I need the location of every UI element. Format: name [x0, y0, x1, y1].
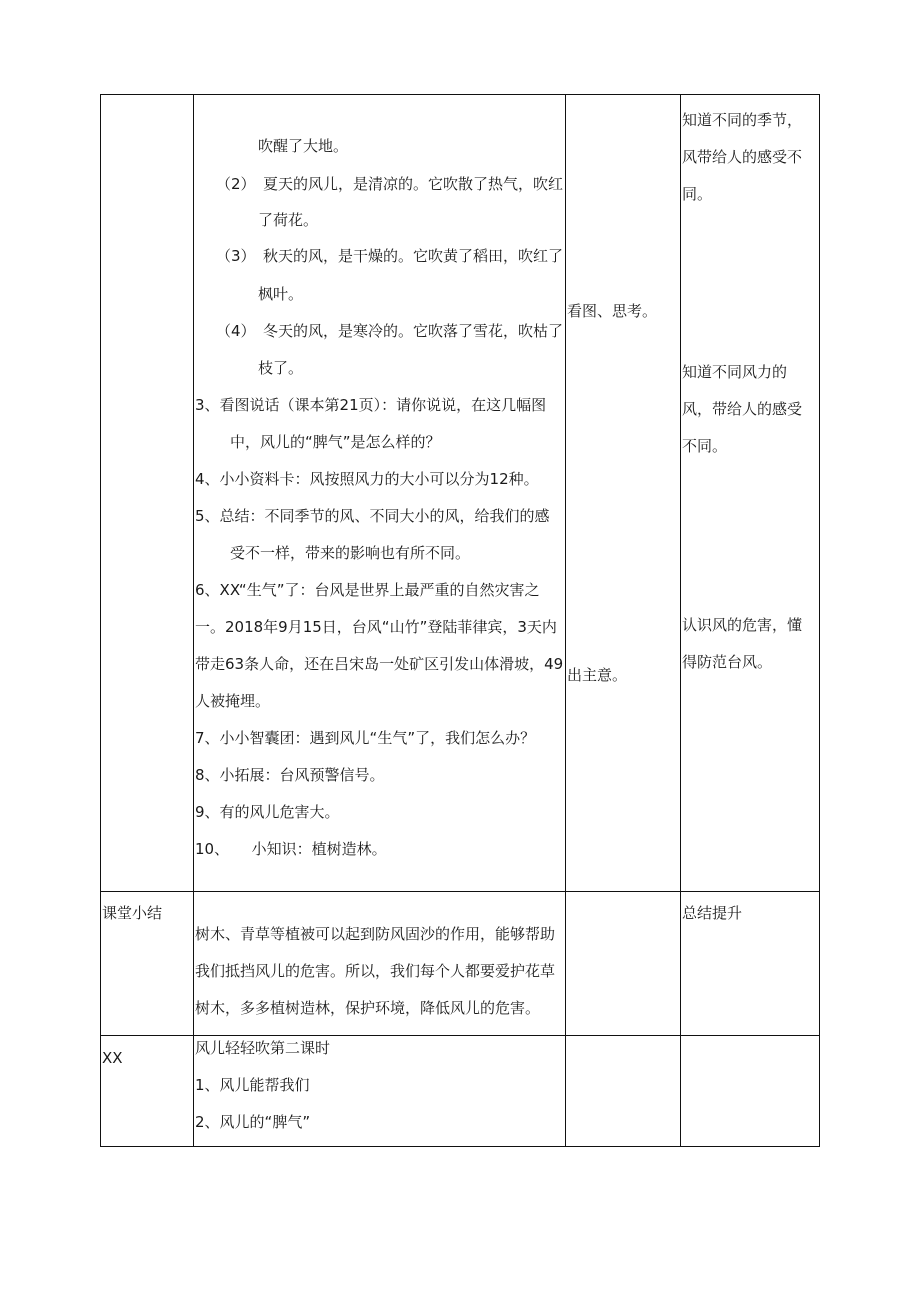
table-bottom-border — [100, 1146, 820, 1147]
summary-line: 我们抵挡风儿的危害。所以，我们每个人都要爱护花草 — [195, 962, 556, 980]
summary-line: 树木，多多植树造林，保护环境，降低风儿的危害。 — [195, 999, 541, 1017]
process-line: 4、小小资料卡：风按照风力的大小可以分为12种。 — [195, 470, 539, 488]
row-divider-summary — [100, 891, 820, 892]
board-line: 风儿轻轻吹第二课时 — [195, 1039, 331, 1057]
column-divider-2 — [565, 94, 566, 1147]
process-line: 受不一样，带来的影响也有所不同。 — [230, 544, 471, 562]
board-line: 2、风儿的“脾气” — [195, 1113, 311, 1131]
student-activity-observe: 看图、思考。 — [567, 302, 658, 320]
process-line: （2） 夏天的风儿，是清凉的。它吹散了热气，吹红 — [216, 175, 564, 193]
column-divider-3 — [680, 94, 681, 1147]
process-line: 带走63条人命，还在吕宋岛一处矿区引发山体滑坡，49 — [195, 655, 564, 673]
intent-line: 得防范台风。 — [682, 653, 773, 671]
process-line: 枝了。 — [258, 359, 304, 377]
summary-label: 课堂小结 — [102, 904, 163, 922]
process-line: 吹醒了大地。 — [258, 137, 349, 155]
process-line: 6、XX“生气”了：台风是世界上最严重的自然灾害之 — [195, 581, 540, 599]
process-line: 9、有的风儿危害大。 — [195, 803, 340, 821]
process-line: 中，风儿的“脾气”是怎么样的？ — [230, 433, 441, 451]
table-right-border — [819, 94, 820, 1147]
process-line: 5、总结：不同季节的风、不同大小的风，给我们的感 — [195, 507, 550, 525]
process-line: （3） 秋天的风，是干燥的。它吹黄了稻田，吹红了 — [216, 247, 564, 265]
intent-line: 不同。 — [682, 437, 728, 455]
process-line: 枫叶。 — [258, 285, 304, 303]
intent-line: 风带给人的感受不 — [682, 148, 803, 166]
intent-line: 知道不同风力的 — [682, 363, 788, 381]
column-divider-1 — [193, 94, 194, 1147]
table-top-border — [100, 94, 820, 95]
process-line: 一。2018年9月15日，台风“山竹”登陆菲律宾，3天内 — [195, 618, 557, 636]
board-label: XX — [102, 1049, 123, 1067]
intent-line: 风，带给人的感受 — [682, 400, 803, 418]
process-line: 了荷花。 — [258, 211, 319, 229]
summary-intent: 总结提升 — [682, 904, 743, 922]
table-left-border — [100, 94, 101, 1147]
intent-line: 认识风的危害，懂 — [682, 616, 803, 634]
student-activity-suggest: 出主意。 — [567, 666, 628, 684]
board-line: 1、风儿能帮我们 — [195, 1076, 310, 1094]
process-line: （4） 冬天的风，是寒冷的。它吹落了雪花，吹枯了 — [216, 322, 564, 340]
process-line: 10、 小知识：植树造林。 — [195, 840, 387, 858]
process-line: 8、小拓展：台风预警信号。 — [195, 766, 385, 784]
process-line: 人被掩埋。 — [195, 692, 271, 710]
process-line: 3、看图说话（课本第21页）：请你说说，在这几幅图 — [195, 396, 547, 414]
process-line: 7、小小智囊团：遇到风儿“生气”了，我们怎么办？ — [195, 729, 536, 747]
row-divider-board — [100, 1035, 820, 1036]
summary-line: 树木、青草等植被可以起到防风固沙的作用，能够帮助 — [195, 925, 556, 943]
intent-line: 同。 — [682, 185, 713, 203]
intent-line: 知道不同的季节， — [682, 111, 803, 129]
